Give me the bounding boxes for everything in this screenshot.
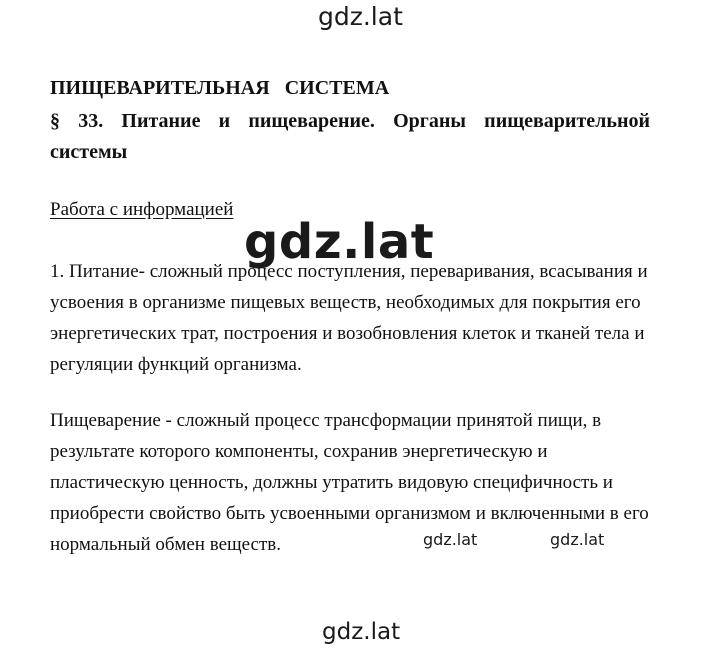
watermark-inline-1: gdz.lat	[423, 530, 478, 549]
chapter-title: ПИЩЕВАРИТЕЛЬНАЯ СИСТЕМА	[50, 77, 390, 99]
watermark-center: gdz.lat	[244, 214, 435, 270]
subheading-work-with-information: Работа с информацией	[50, 199, 234, 220]
watermark-bottom: gdz.lat	[322, 619, 401, 645]
paragraph-digestion: Пищеварение - сложный процесс трансформации принятой пищи, в результате которого компоненты, сохранив энергетическую и пластическую ценность, должны утратить видовую специфичность и приобрести свойство быть усвоенными организмом и включенными в его нормальный обмен веществ.	[50, 410, 649, 555]
section-title: § 33. Питание и пищеварение. Органы пищеварительной системы	[50, 110, 650, 163]
paragraph-nutrition: 1. Питание- сложный процесс поступления, переваривания, всасывания и усвоения в организме пищевых веществ, необходимых для покрытия его энергетических трат, построения и возобновления клеток и тканей тела и регуляции функций организма.	[50, 261, 648, 375]
watermark-inline-2: gdz.lat	[550, 530, 605, 549]
watermark-top: gdz.lat	[318, 2, 403, 31]
